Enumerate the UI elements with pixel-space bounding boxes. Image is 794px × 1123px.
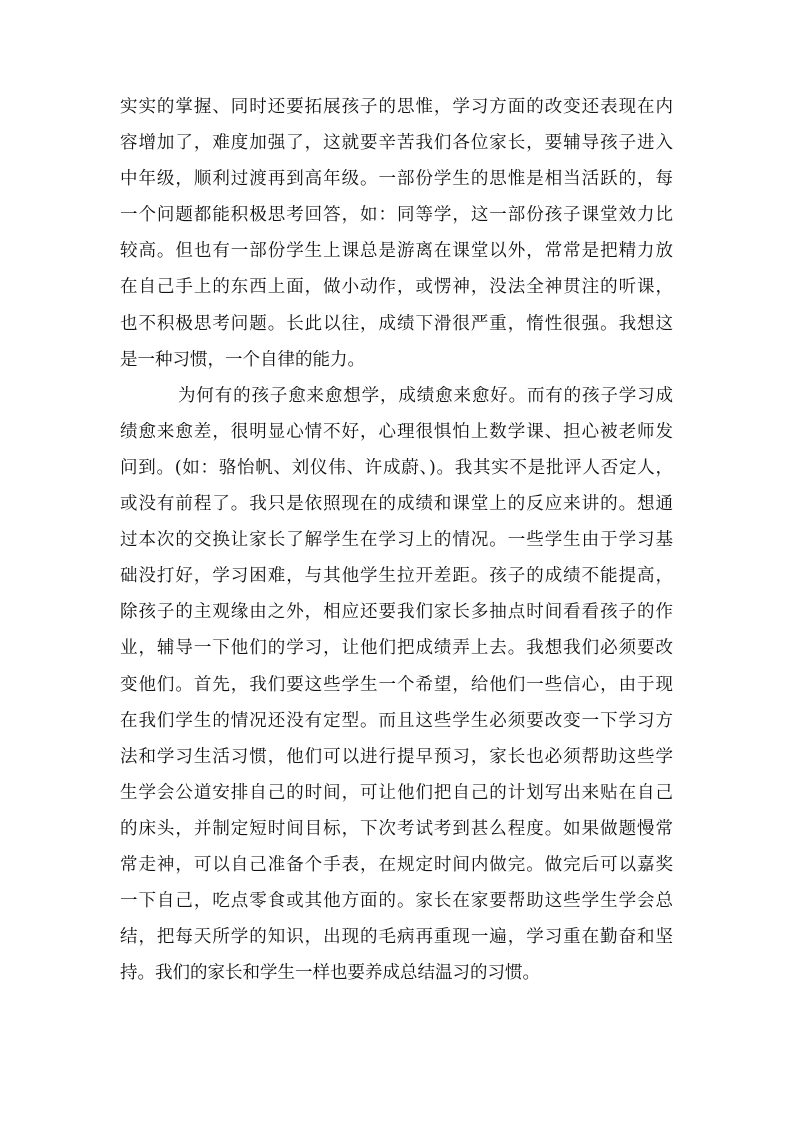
text-line: 问到。(如：骆怡帆、刘仪伟、许成蔚、)。我其实不是批评人否定人，	[120, 457, 673, 478]
body-text	[120, 89, 673, 991]
text-line: 较高。但也有一部份学生上课总是游离在课堂以外，常常是把精力放	[120, 241, 673, 262]
text-line: 的床头，并制定短时间目标，下次考试考到甚么程度。如果做题慢常	[120, 818, 673, 839]
text-line: 为何有的孩子愈来愈想学，成绩愈来愈好。而有的孩子学习成	[178, 385, 673, 406]
text-line: 业，辅导一下他们的学习，让他们把成绩弄上去。我想我们必须要改	[120, 638, 673, 659]
text-line: 在自己手上的东西上面，做小动作，或愣神，没法全神贯注的听课，	[120, 277, 673, 298]
text-line: 一个问题都能积极思考回答，如：同等学，这一部份孩子课堂效力比	[120, 205, 673, 226]
text-line: 是一种习惯，一个自律的能力。	[120, 349, 365, 370]
text-line: 一下自己，吃点零食或其他方面的。家长在家要帮助这些学生学会总	[120, 891, 673, 912]
text-line: 过本次的交换让家长了解学生在学习上的情况。一些学生由于学习基	[120, 530, 673, 551]
paragraph-1	[120, 89, 673, 378]
text-line: 在我们学生的情况还没有定型。而且这些学生必须要改变一下学习方	[120, 710, 673, 731]
text-line: 中年级，顺利过渡再到高年级。一部份学生的思惟是相当活跃的，每	[120, 169, 673, 190]
text-line: 也不积极思考问题。长此以往，成绩下滑很严重，惰性很强。我想这	[120, 313, 673, 334]
text-line: 或没有前程了。我只是依照现在的成绩和课堂上的反应来讲的。想通	[120, 494, 673, 515]
text-line: 法和学习生活习惯，他们可以进行提早预习，家长也必须帮助这些学	[120, 746, 673, 767]
text-line: 变他们。首先，我们要这些学生一个希望，给他们一些信心，由于现	[120, 674, 673, 695]
text-line: 础没打好，学习困难，与其他学生拉开差距。孩子的成绩不能提高，	[120, 566, 673, 587]
text-line: 常走神，可以自己准备个手表，在规定时间内做完。做完后可以嘉奖	[120, 854, 673, 875]
text-line: 持。我们的家长和学生一样也要养成总结温习的习惯。	[120, 963, 540, 984]
text-line: 结，把每天所学的知识，出现的毛病再重现一遍，学习重在勤奋和坚	[120, 927, 673, 948]
text-line: 除孩子的主观缘由之外，相应还要我们家长多抽点时间看看孩子的作	[120, 602, 673, 623]
text-line: 生学会公道安排自己的时间，可让他们把自己的计划写出来贴在自己	[120, 782, 673, 803]
text-line: 容增加了，难度加强了，这就要辛苦我们各位家长，要辅导孩子进入	[120, 133, 673, 154]
text-line: 绩愈来愈差，很明显心情不好，心理很惧怕上数学课、担心被老师发	[120, 421, 673, 442]
paragraph-2	[120, 378, 673, 992]
text-line: 实实的掌握、同时还要拓展孩子的思惟，学习方面的改变还表现在内	[120, 97, 673, 117]
